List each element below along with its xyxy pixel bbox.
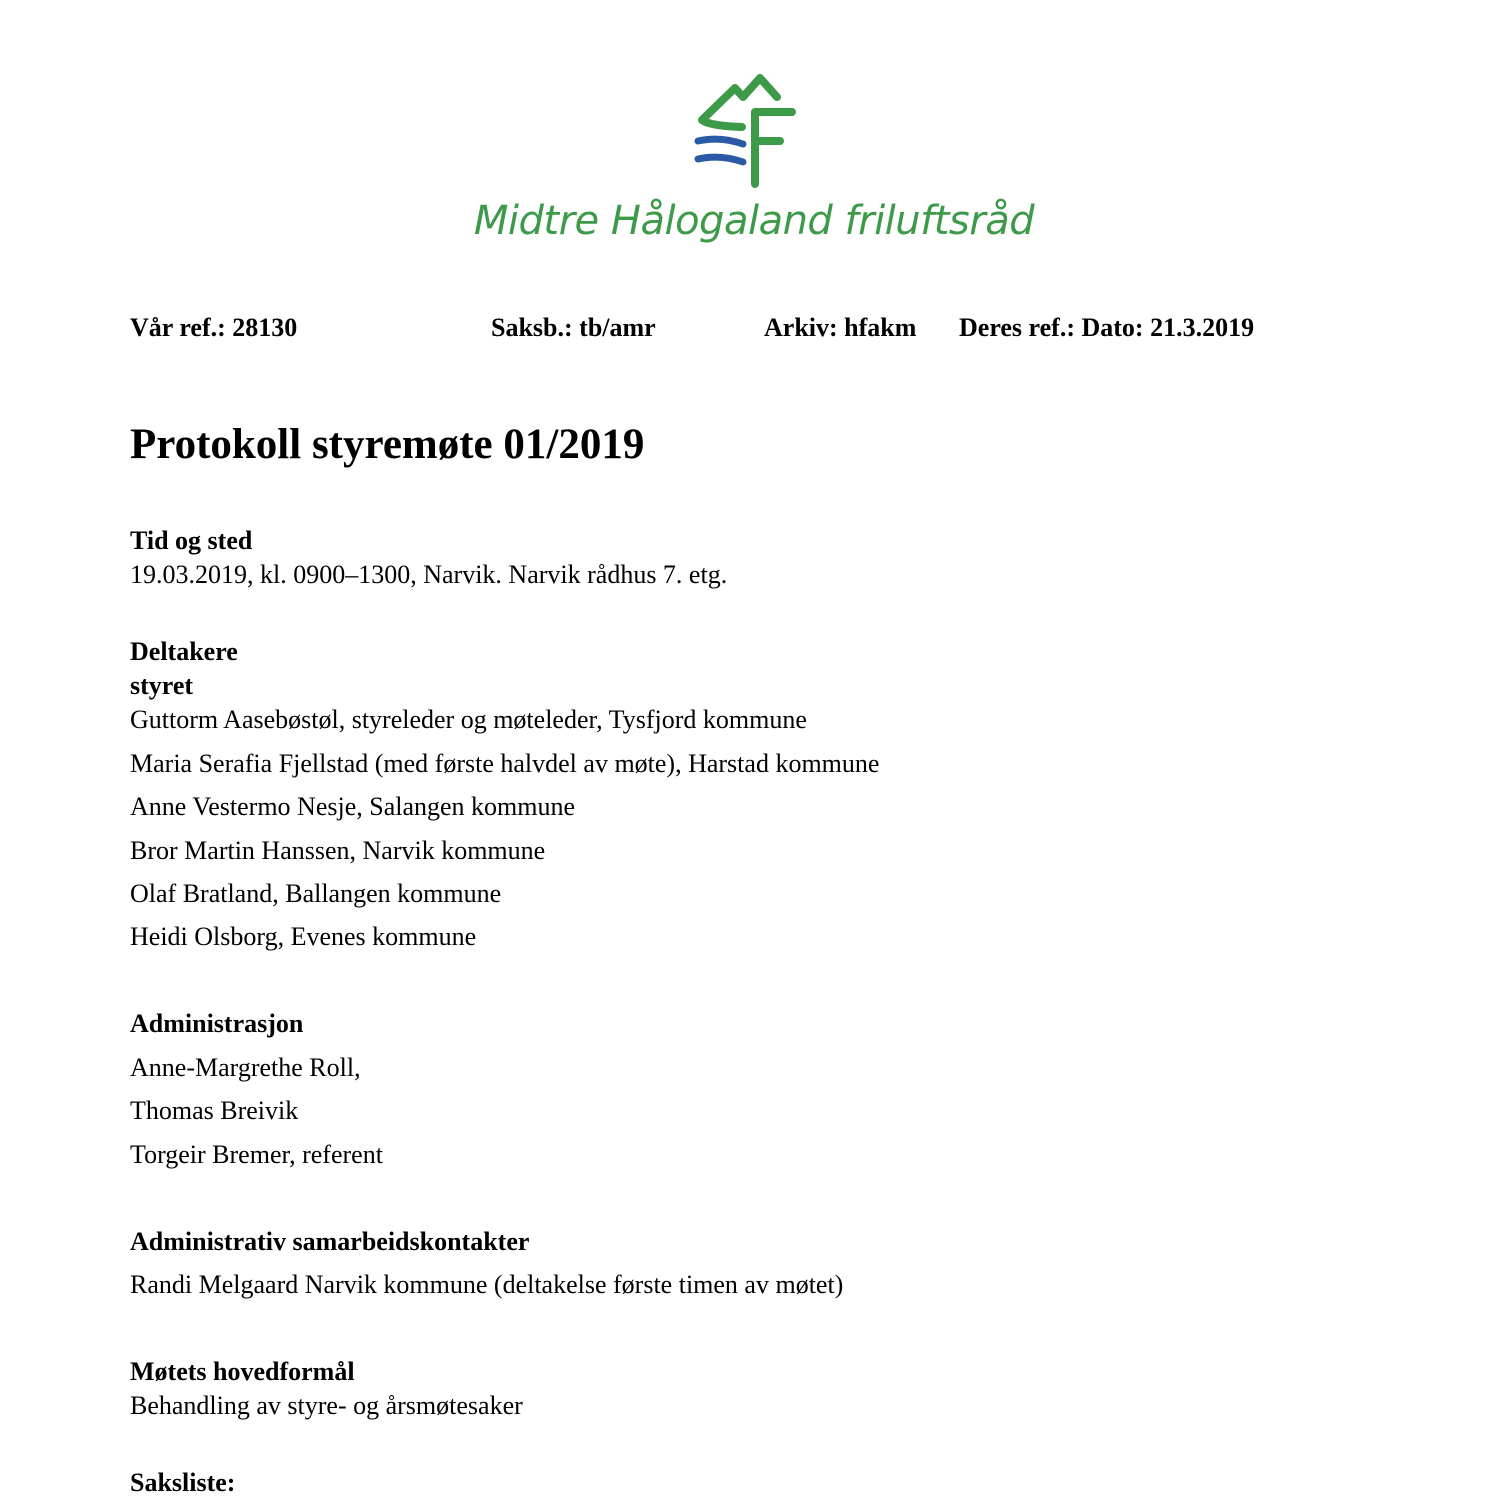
list-item: Heidi Olsborg, Evenes kommune: [130, 922, 477, 951]
list-item: Torgeir Bremer, referent: [130, 1140, 383, 1169]
list-item: Maria Serafia Fjellstad (med første halvdel av møte), Harstad kommune: [130, 749, 880, 778]
logo-icon: [680, 70, 810, 195]
archive-code: Arkiv: hfakm: [764, 313, 917, 342]
contacts-text: Randi Melgaard Narvik kommune (deltakelse første timen av møtet): [130, 1270, 844, 1299]
list-item: Thomas Breivik: [130, 1096, 299, 1125]
case-handler: Saksb.: tb/amr: [491, 313, 656, 342]
list-item: Anne-Margrethe Roll,: [130, 1053, 361, 1082]
section-heading-contacts: Administrativ samarbeidskontakter: [130, 1227, 530, 1256]
your-reference-date: Deres ref.: Dato: 21.3.2019: [959, 313, 1255, 342]
our-reference: Vår ref.: 28130: [130, 313, 298, 342]
section-heading-time-place: Tid og sted: [130, 526, 253, 555]
section-heading-agenda: Saksliste:: [130, 1468, 236, 1497]
section-heading-purpose: Møtets hovedformål: [130, 1357, 355, 1386]
list-item: Bror Martin Hanssen, Narvik kommune: [130, 836, 546, 865]
subheading-board: styret: [130, 671, 194, 700]
section-heading-administration: Administrasjon: [130, 1009, 304, 1038]
list-item: Anne Vestermo Nesje, Salangen kommune: [130, 792, 576, 821]
time-place-text: 19.03.2019, kl. 0900–1300, Narvik. Narvik rådhus 7. etg.: [130, 560, 728, 589]
purpose-text: Behandling av styre- og årsmøtesaker: [130, 1391, 523, 1420]
list-item: Guttorm Aasebøstøl, styreleder og møteleder, Tysfjord kommune: [130, 705, 807, 734]
list-item: Olaf Bratland, Ballangen kommune: [130, 879, 502, 908]
section-heading-participants: Deltakere: [130, 637, 238, 666]
page-title: Protokoll styremøte 01/2019: [130, 421, 645, 468]
logo-text: Midtre Hålogaland friluftsråd: [473, 198, 1035, 244]
